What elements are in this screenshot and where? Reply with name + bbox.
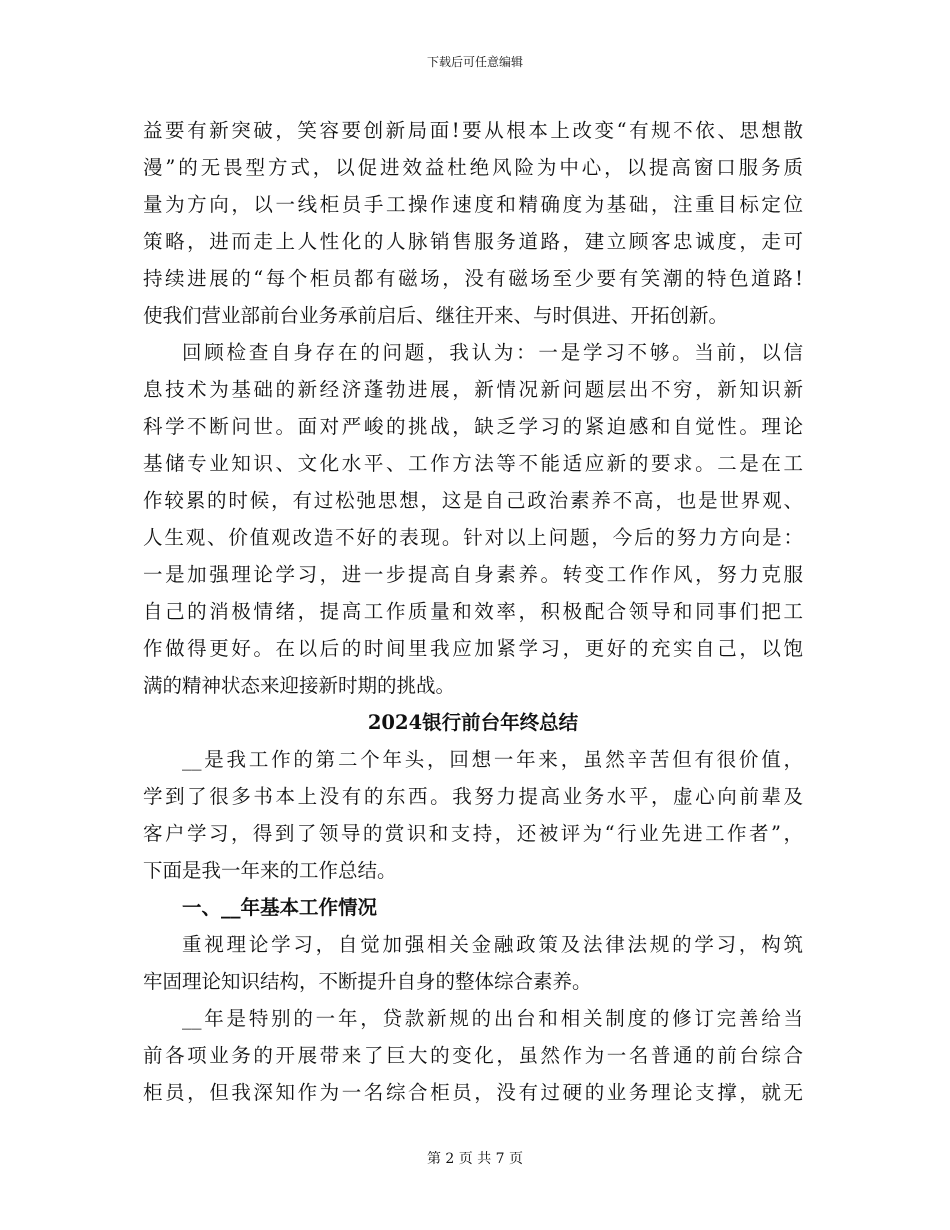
paragraph-line: 柜员，但我深知作为一名综合柜员，没有过硬的业务理论支撑，就无 xyxy=(143,1081,803,1104)
paragraph-line: __是我工作的第二个年头，回想一年来，虽然辛苦但有很价值， xyxy=(182,748,803,771)
paragraph-line: 漫”的无畏型方式，以促进效益杜绝风险为中心，以提高窗口服务质 xyxy=(143,156,803,179)
paragraph-line: 益要有新突破，笑容要创新局面!要从根本上改变“有规不依、思想散 xyxy=(143,119,803,142)
paragraph-line: 一是加强理论学习，进一步提高自身素养。转变工作作风，努力克服 xyxy=(143,563,803,586)
section-title: 2024银行前台年终总结 xyxy=(367,711,579,734)
page-footer: 第 2 页 共 7 页 xyxy=(426,1151,524,1167)
paragraph-line: 回顾检查自身存在的问题，我认为：一是学习不够。当前，以信 xyxy=(182,341,803,364)
paragraph-line: __年是特别的一年，贷款新规的出台和相关制度的修订完善给当 xyxy=(182,1007,803,1030)
paragraph-line: 满的精神状态来迎接新时期的挑战。 xyxy=(143,674,456,697)
paragraph-line: 息技术为基础的新经济蓬勃进展，新情况新问题层出不穷，新知识新 xyxy=(143,378,803,401)
page-header: 下载后可任意编辑 xyxy=(426,55,523,69)
paragraph-line: 持续进展的“每个柜员都有磁场，没有磁场至少要有笑潮的特色道路! xyxy=(143,267,803,290)
paragraph-line: 重视理论学习，自觉加强相关金融政策及法律法规的学习，构筑 xyxy=(182,933,803,956)
paragraph-line: 作较累的时候，有过松弛思想，这是自己政治素养不高，也是世界观、 xyxy=(143,489,803,512)
paragraph-line: 自己的消极情绪，提高工作质量和效率，积极配合领导和同事们把工 xyxy=(143,600,803,623)
paragraph-line: 前各项业务的开展带来了巨大的变化，虽然作为一名普通的前台综合 xyxy=(143,1044,803,1067)
paragraph-line: 基储专业知识、文化水平、工作方法等不能适应新的要求。二是在工 xyxy=(143,452,803,475)
paragraph-line: 人生观、价值观改造不好的表现。针对以上问题，今后的努力方向是： xyxy=(143,526,803,549)
document-body xyxy=(143,112,803,1111)
paragraph-line: 作做得更好。在以后的时间里我应加紧学习，更好的充实自己，以饱 xyxy=(143,637,803,660)
paragraph-line: 客户学习，得到了领导的赏识和支持，还被评为“行业先进工作者”， xyxy=(143,822,803,845)
paragraph-line: 量为方向，以一线柜员手工操作速度和精确度为基础，注重目标定位 xyxy=(143,193,803,216)
paragraph-line: 牢固理论知识结构，不断提升自身的整体综合素养。 xyxy=(143,970,592,993)
paragraph-line: 策略，进而走上人性化的人脉销售服务道路，建立顾客忠诚度，走可 xyxy=(143,230,803,253)
paragraph-line: 使我们营业部前台业务承前启后、继往开来、与时俱进、开拓创新。 xyxy=(143,304,729,327)
paragraph-line: 学到了很多书本上没有的东西。我努力提高业务水平，虚心向前辈及 xyxy=(143,785,803,808)
paragraph-line: 科学不断问世。面对严峻的挑战，缺乏学习的紧迫感和自觉性。理论 xyxy=(143,415,803,438)
subsection-heading: 一、__年基本工作情况 xyxy=(182,896,378,919)
paragraph-line: 下面是我一年来的工作总结。 xyxy=(143,859,397,882)
